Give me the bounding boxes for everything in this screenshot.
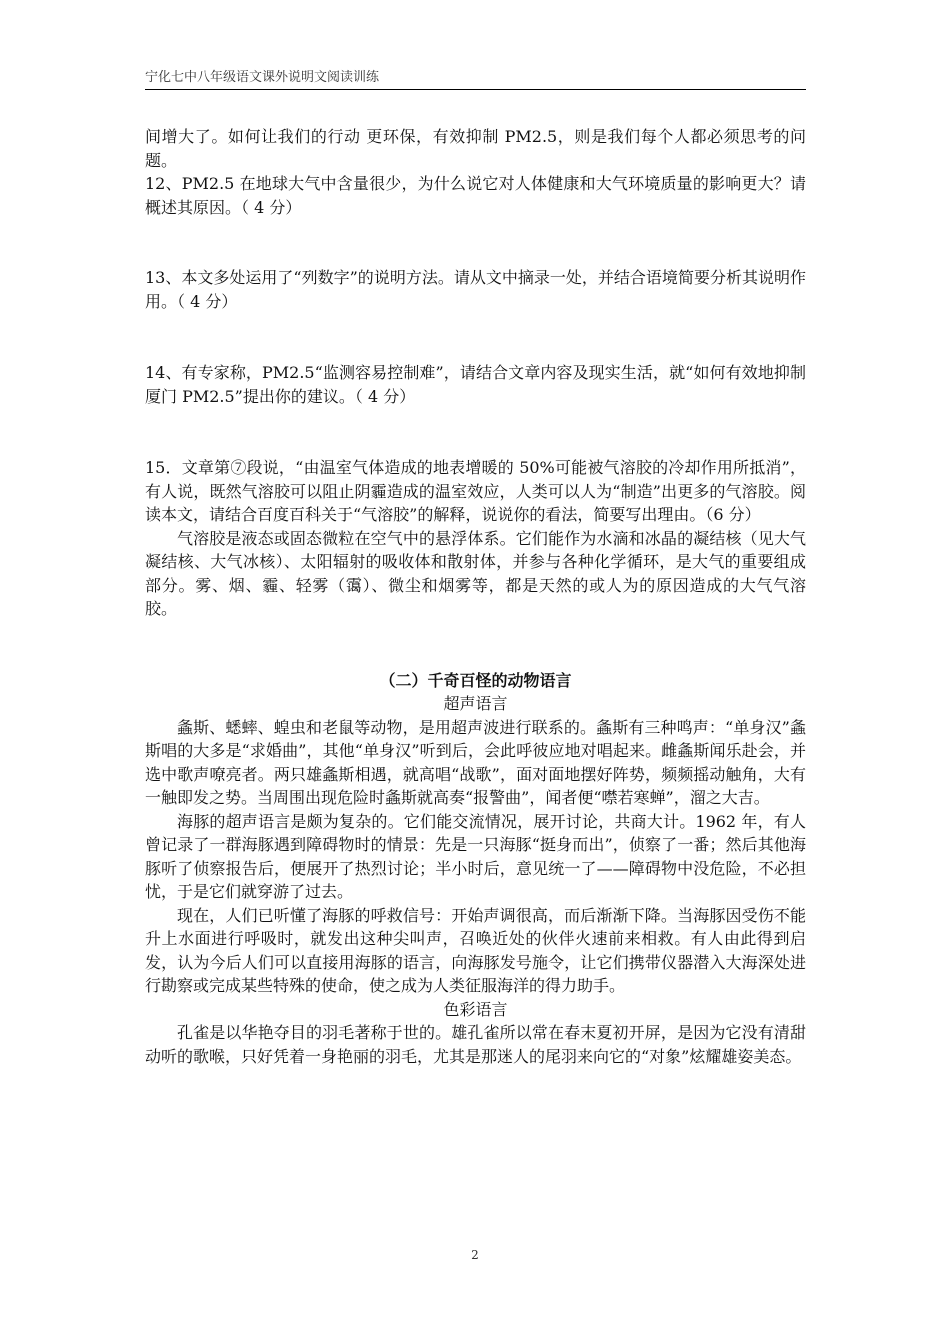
paragraph-katydid: 螽斯、蟋蟀、蝗虫和老鼠等动物，是用超声波进行联系的。螽斯有三种鸣声：“单身汉”螽斯唱的大多是“求婚曲”，其他“单身汉”听到后，会此呼彼应地对唱起来。雌螽斯闻乐赴会，并选中歌声嘹亮者。两只雄螽斯相遇，就高唱“战歌”，面对面地摆好阵势，频频摇动触角，大有一触即发之势。当周围出现危险时螽斯就高奏“报警曲”，闻者便“噤若寒蝉”，溜之大吉。 [145, 717, 806, 807]
subheading-color: 色彩语言 [443, 999, 508, 1019]
answer-space [145, 408, 806, 456]
question-14: 14、有专家称，PM2.5“监测容易控制难”，请结合文章内容及现实生活，就“如何有效地抑制厦门 PM2.5”提出你的建议。（ 4 分） [145, 363, 806, 406]
answer-space [145, 219, 806, 266]
answer-space [145, 313, 806, 361]
question-12: 12、PM2.5 在地球大气中含量很少，为什么说它对人体健康和大气环境质量的影响更大？请概述其原因。（ 4 分） [145, 174, 806, 217]
section-spacer [145, 621, 806, 669]
section-title: （二）千奇百怪的动物语言 [379, 670, 572, 690]
page-number: 2 [471, 1248, 479, 1262]
subheading-ultrasound: 超声语言 [443, 694, 508, 713]
continuation-paragraph: 间增大了。如何让我们的行动 更环保，有效抑制 PM2.5，则是我们每个人都必须思考的问题。 [145, 127, 806, 170]
paragraph-peacock: 孔雀是以华艳夺目的羽毛著称于世的。雄孔雀所以常在春末夏初开屏，是因为它没有清甜动听的歌喉，只好凭着一身艳丽的羽毛，尤其是那迷人的尾羽来向它的“对象”炫耀雄姿美态。 [145, 1023, 806, 1066]
aerosol-definition: 气溶胶是液态或固态微粒在空气中的悬浮体系。它们能作为水滴和冰晶的凝结核（见大气凝结核、大气冰核）、太阳辐射的吸收体和散射体，并参与各种化学循环，是大气的重要组成部分。雾、烟、霾、轻雾（霭）、微尘和烟雾等，都是天然的或人为的原因造成的大气气溶胶。 [145, 528, 806, 618]
document-body [145, 125, 806, 1068]
page-header: 宁化七中八年级语文课外说明文阅读训练 [145, 66, 806, 90]
paragraph-dolphin-distress: 现在，人们已听懂了海豚的呼救信号：开始声调很高，而后渐渐下降。当海豚因受伤不能升上水面进行呼吸时，就发出这种尖叫声，召唤近处的伙伴火速前来相救。有人由此得到启发，认为今后人们可以直接用海豚的语言，向海豚发号施令，让它们携带仪器潜入大海深处进行勘察或完成某些特殊的使命，使之成为人类征服海洋的得力助手。 [145, 905, 806, 995]
question-13: 13、本文多处运用了“列数字”的说明方法。请从文中摘录一处，并结合语境简要分析其说明作用。（ 4 分） [145, 268, 806, 311]
paragraph-dolphin: 海豚的超声语言是颇为复杂的。它们能交流情况，展开讨论，共商大计。1962 年，有人曾记录了一群海豚遇到障碍物时的情景：先是一只海豚“挺身而出”，侦察了一番；然后其他海豚听了侦察报告后，便展开了热烈讨论；半小时后，意见统一了——障碍物中没危险，不必担忧，于是它们就穿游了过去。 [145, 811, 806, 901]
question-15: 15．文章第⑦段说，“由温室气体造成的地表增暖的 50%可能被气溶胶的冷却作用所抵消”，有人说，既然气溶胶可以阻止阴霾造成的温室效应，人类可以人为“制造”出更多的气溶胶。阅读本文，请结合百度百科关于“气溶胶”的解释，说说你的看法，简要写出理由。（6 分） [145, 458, 806, 524]
